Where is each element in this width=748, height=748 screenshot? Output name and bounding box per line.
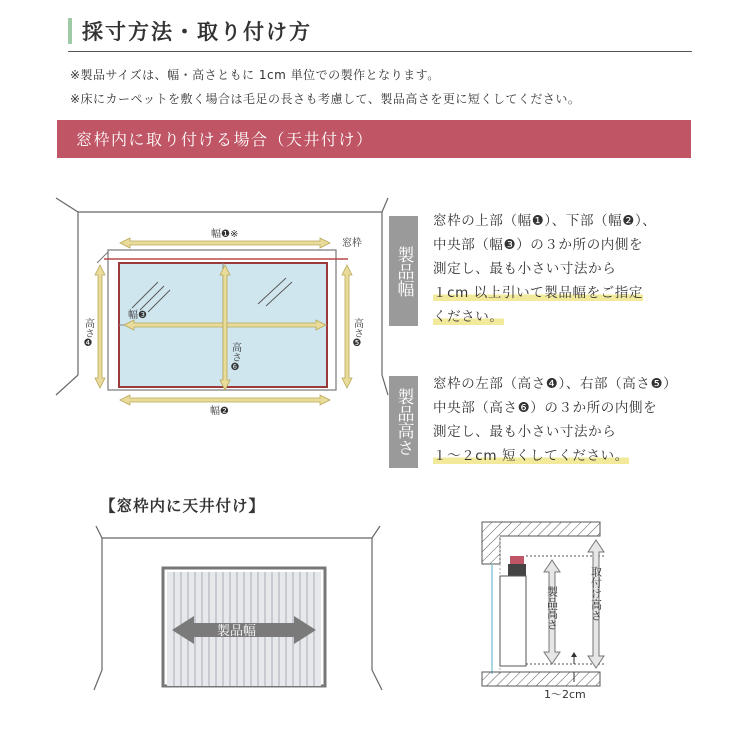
height-line-4-highlight: １～２cm 短くしてください。 <box>433 448 629 464</box>
note-carpet: ※床にカーペットを敷く場合は毛足の長さも考慮して、製品高さを更に短くしてください。 <box>70 92 581 106</box>
tag-product-height: 製品高さ <box>389 376 418 468</box>
tag-product-width: 製品幅 <box>389 216 418 326</box>
width-line-2: 中央部（幅❸）の３か所の内側を <box>433 237 644 253</box>
note-size-unit: ※製品サイズは、幅・高さともに 1cm 単位での製作となります。 <box>70 68 440 82</box>
height-instructions <box>433 372 677 468</box>
label-product-width: 製品幅 <box>217 624 257 639</box>
label-height-right: 高さ❺ <box>351 318 363 349</box>
cross-section-diagram <box>478 516 608 706</box>
width-line-4-highlight: １cm 以上引いて製品幅をご指定 <box>433 285 643 301</box>
width-line-1: 窓枠の上部（幅❶）、下部（幅❷）、 <box>433 213 657 229</box>
label-mount-height: 取付け高さ <box>589 566 603 621</box>
width-line-3: 測定し、最も小さい寸法から <box>433 261 617 277</box>
label-height-mid: 高さ❻ <box>229 342 241 373</box>
mount-bracket <box>510 556 524 564</box>
height-line-1: 窓枠の左部（高さ❹）、右部（高さ❺） <box>433 376 678 392</box>
page-title: 採寸方法・取り付け方 <box>82 20 312 44</box>
height-line-2: 中央部（高さ❻）の３か所の内側を <box>433 400 658 416</box>
label-height-left: 高さ❹ <box>82 318 94 349</box>
blind-body <box>500 576 526 666</box>
window-measure-diagram <box>52 190 392 440</box>
section-band-label: 窓枠内に取り付ける場合（天井付け） <box>76 130 374 149</box>
label-width-mid: 幅❸ <box>128 310 147 321</box>
label-frame: 窓枠 <box>342 238 362 249</box>
height-line-3: 測定し、最も小さい寸法から <box>433 424 617 440</box>
label-product-height: 製品高さ <box>545 586 559 630</box>
width-line-5-highlight: ください。 <box>433 309 504 325</box>
width-instructions <box>433 209 656 329</box>
blind-install-diagram <box>90 520 390 700</box>
label-width-bottom: 幅❷ <box>210 406 229 417</box>
install-title: 【窓枠内に天井付け】 <box>100 497 266 515</box>
title-accent-bar <box>68 18 72 44</box>
floor-hatch <box>482 672 600 686</box>
label-width-top: 幅❶※ <box>211 229 239 240</box>
title-divider <box>68 51 692 52</box>
head-rail <box>508 564 526 576</box>
label-gap: 1～2cm <box>544 688 586 701</box>
